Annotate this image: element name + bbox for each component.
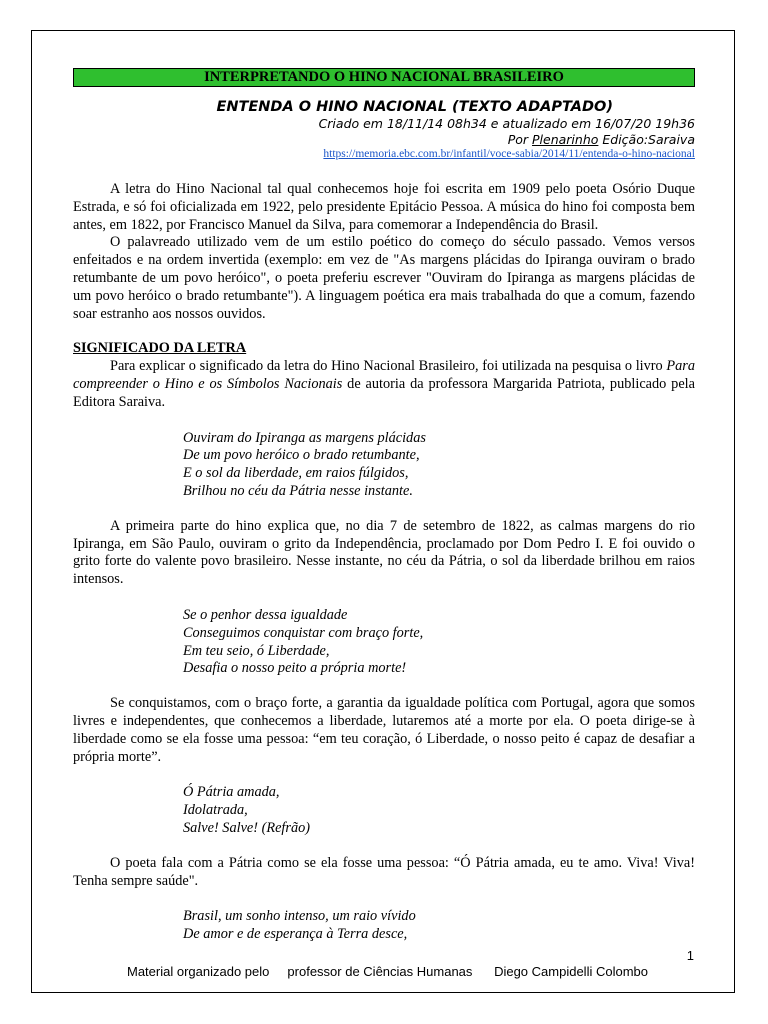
subtitle: ENTENDA O HINO NACIONAL (TEXTO ADAPTADO)	[216, 99, 613, 115]
explanation-3: O poeta fala com a Pátria como se ela fosse uma pessoa: “Ó Pátria amada, eu te amo. Viva! Viva! Tenha sempre saúde".	[73, 854, 695, 889]
page-number: 1	[686, 948, 694, 963]
byline	[73, 132, 695, 148]
verse-line: De amor e de esperança à Terra desce,	[183, 926, 408, 943]
stanza-3	[183, 784, 695, 837]
verse-line: Conseguimos conquistar com braço forte,	[183, 624, 424, 641]
source-link[interactable]: https://memoria.ebc.com.br/infantil/voce-sabia/2014/11/entenda-o-hino-nacional	[323, 148, 695, 160]
footer: Material organizado pelo professor de Ciências Humanas Diego Campidelli Colombo	[127, 964, 648, 979]
verse-line: E o sol da liberdade, em raios fúlgidos,	[183, 465, 409, 482]
created-date: Criado em 18/11/14 08h34 e atualizado em 16/07/20 19h36	[318, 116, 695, 131]
verse-line: De um povo heróico o brado retumbante,	[183, 447, 420, 464]
author-link[interactable]: Plenarinho	[532, 131, 599, 147]
edition: Edição:Saraiva	[598, 131, 695, 147]
section-intro	[73, 358, 695, 411]
document-body	[73, 68, 695, 944]
stanza-1	[183, 430, 695, 501]
explanation-1: A primeira parte do hino explica que, no dia 7 de setembro de 1822, as calmas margens do rio Ipiranga, em São Paulo, ouviram o grito da Independência, proclamado por Dom Pedro I. E foi ouvido o grito forte do valente povo brasileiro. Nesse instante, no céu da Pátria, o sol da liberdade brilhou em raios intensos.	[73, 517, 695, 588]
verse-line: Se o penhor dessa igualdade	[183, 606, 348, 623]
title-banner: INTERPRETANDO O HINO NACIONAL BRASILEIRO	[73, 68, 695, 87]
section-intro-text-a: Para explicar o significado da letra do Hino Nacional Brasileiro, foi utilizada na pesquisa o livro	[110, 358, 667, 375]
intro-paragraph-2: O palavreado utilizado vem de um estilo poético do começo do século passado. Vemos versos enfeitados e na ordem invertida (exemplo: em vez de "As margens plácidas do Ipiranga ouviram o brado retumbante de um povo heróico", o poeta preferiu escrever "Ouviram do Ipiranga as margens plácidas de um povo heróico o brado retumbante"). A linguagem poética era mais trabalhada do que a comum, fazendo soar estranho aos nossos ouvidos.	[73, 234, 695, 322]
section-heading: SIGNIFICADO DA LETRA	[73, 340, 247, 357]
stanza-4	[183, 908, 695, 944]
section-intro-text-b: de autoria da professora Margarida Patriota, publicado pela Editora Saraiva.	[73, 375, 695, 410]
stanza-2	[183, 607, 695, 678]
intro-paragraph-1: A letra do Hino Nacional tal qual conhecemos hoje foi escrita em 1909 pelo poeta Osório Duque Estrada, e só foi oficializada em 1922, pelo presidente Epitácio Pessoa. A música do hino foi composta bem antes, em 1822, por Francisco Manuel da Silva, para comemorar a Independência do Brasil.	[73, 181, 695, 233]
book-title: Para compreender o Hino e os Símbolos Nacionais	[73, 358, 695, 392]
verse-line: Idolatrada,	[183, 802, 248, 819]
verse-line: Desafia o nosso peito a própria morte!	[183, 660, 407, 677]
byline-prefix: Por	[507, 131, 532, 147]
verse-line: Brasil, um sonho intenso, um raio vívido	[183, 908, 416, 925]
explanation-2: Se conquistamos, com o braço forte, a garantia da igualdade política com Portugal, agora que somos livres e independentes, que conhecemos a liberdade, lutaremos até a morte por ela. O poeta dirige-se à liberdade como se ela fosse uma pessoa: “em teu coração, ó Liberdade, o nosso peito é capaz de desafiar a própria morte”.	[73, 695, 695, 765]
verse-line: Em teu seio, ó Liberdade,	[183, 642, 330, 659]
verse-line: Ó Pátria amada,	[183, 784, 280, 801]
verse-line: Brilhou no céu da Pátria nesse instante.	[183, 482, 413, 499]
verse-line: Ouviram do Ipiranga as margens plácidas	[183, 429, 426, 446]
verse-line: Salve! Salve! (Refrão)	[183, 819, 311, 836]
